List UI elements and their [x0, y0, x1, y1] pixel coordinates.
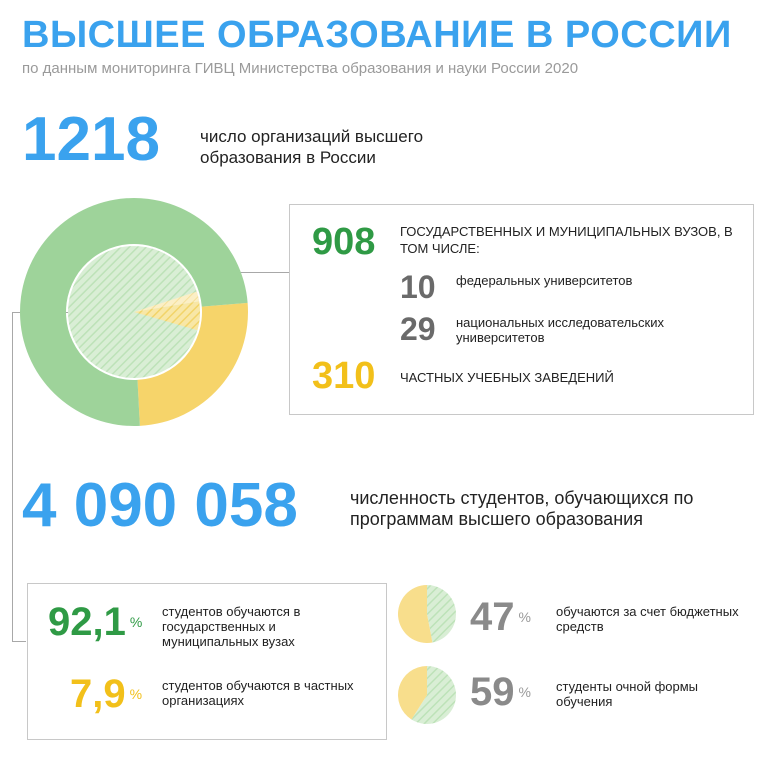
private-students-share-unit: % [129, 686, 143, 702]
budget-share-pie [397, 584, 457, 644]
national-universities-count: 29 [400, 311, 436, 347]
connector-line-vertical [12, 312, 13, 641]
private-institutions-label: ЧАСТНЫХ УЧЕБНЫХ ЗАВЕДЕНИЙ [400, 370, 614, 385]
private-institutions-count: 310 [312, 355, 376, 397]
private-students-share [70, 670, 142, 718]
state-universities-count: 908 [312, 221, 376, 263]
state-students-share [48, 598, 142, 646]
federal-universities-count: 10 [400, 269, 436, 305]
budget-share [470, 593, 531, 641]
page-subtitle: по данным мониторинга ГИВЦ Министерства образования и науки России 2020 [22, 60, 579, 77]
orgs-total-value: 1218 [22, 105, 160, 174]
budget-share-value: 47 [470, 595, 515, 639]
fulltime-share [470, 668, 531, 716]
connector-line-bottom [12, 641, 26, 642]
state-universities-label: ГОСУДАРСТВЕННЫХ И МУНИЦИПАЛЬНЫХ ВУЗОВ, В ТОМ ЧИСЛЕ: [400, 224, 733, 256]
fulltime-share-value: 59 [470, 670, 515, 714]
page-title: ВЫСШЕЕ ОБРАЗОВАНИЕ В РОССИИ [22, 14, 732, 56]
organizations-donut-chart [18, 196, 250, 428]
fulltime-share-pie [397, 665, 457, 725]
state-students-share-unit: % [129, 614, 143, 630]
state-students-share-value: 92,1 [48, 600, 126, 644]
fulltime-share-unit: % [518, 684, 531, 700]
federal-universities-label: федеральных университетов [456, 273, 633, 288]
budget-share-unit: % [518, 609, 531, 625]
students-share-box [27, 583, 387, 740]
organizations-breakdown-box [289, 204, 754, 415]
national-universities-label: национальных исследовательских университетов [456, 315, 664, 345]
students-total-description: численность студентов, обучающихся по программам высшего образования [350, 488, 694, 529]
budget-pie-highlight-slice [427, 585, 456, 642]
students-total-value: 4 090 058 [22, 471, 298, 540]
private-students-share-description: студентов обучаются в частных организациях [162, 678, 354, 708]
private-students-share-value: 7,9 [70, 672, 126, 716]
fulltime-share-description: студенты очной формы обучения [556, 679, 699, 709]
orgs-total-description: число организаций высшего образования в России [200, 127, 424, 167]
budget-share-description: обучаются за счет бюджетных средств [556, 604, 739, 634]
state-students-share-description: студентов обучаются в государственных и муниципальных вузах [162, 604, 301, 649]
